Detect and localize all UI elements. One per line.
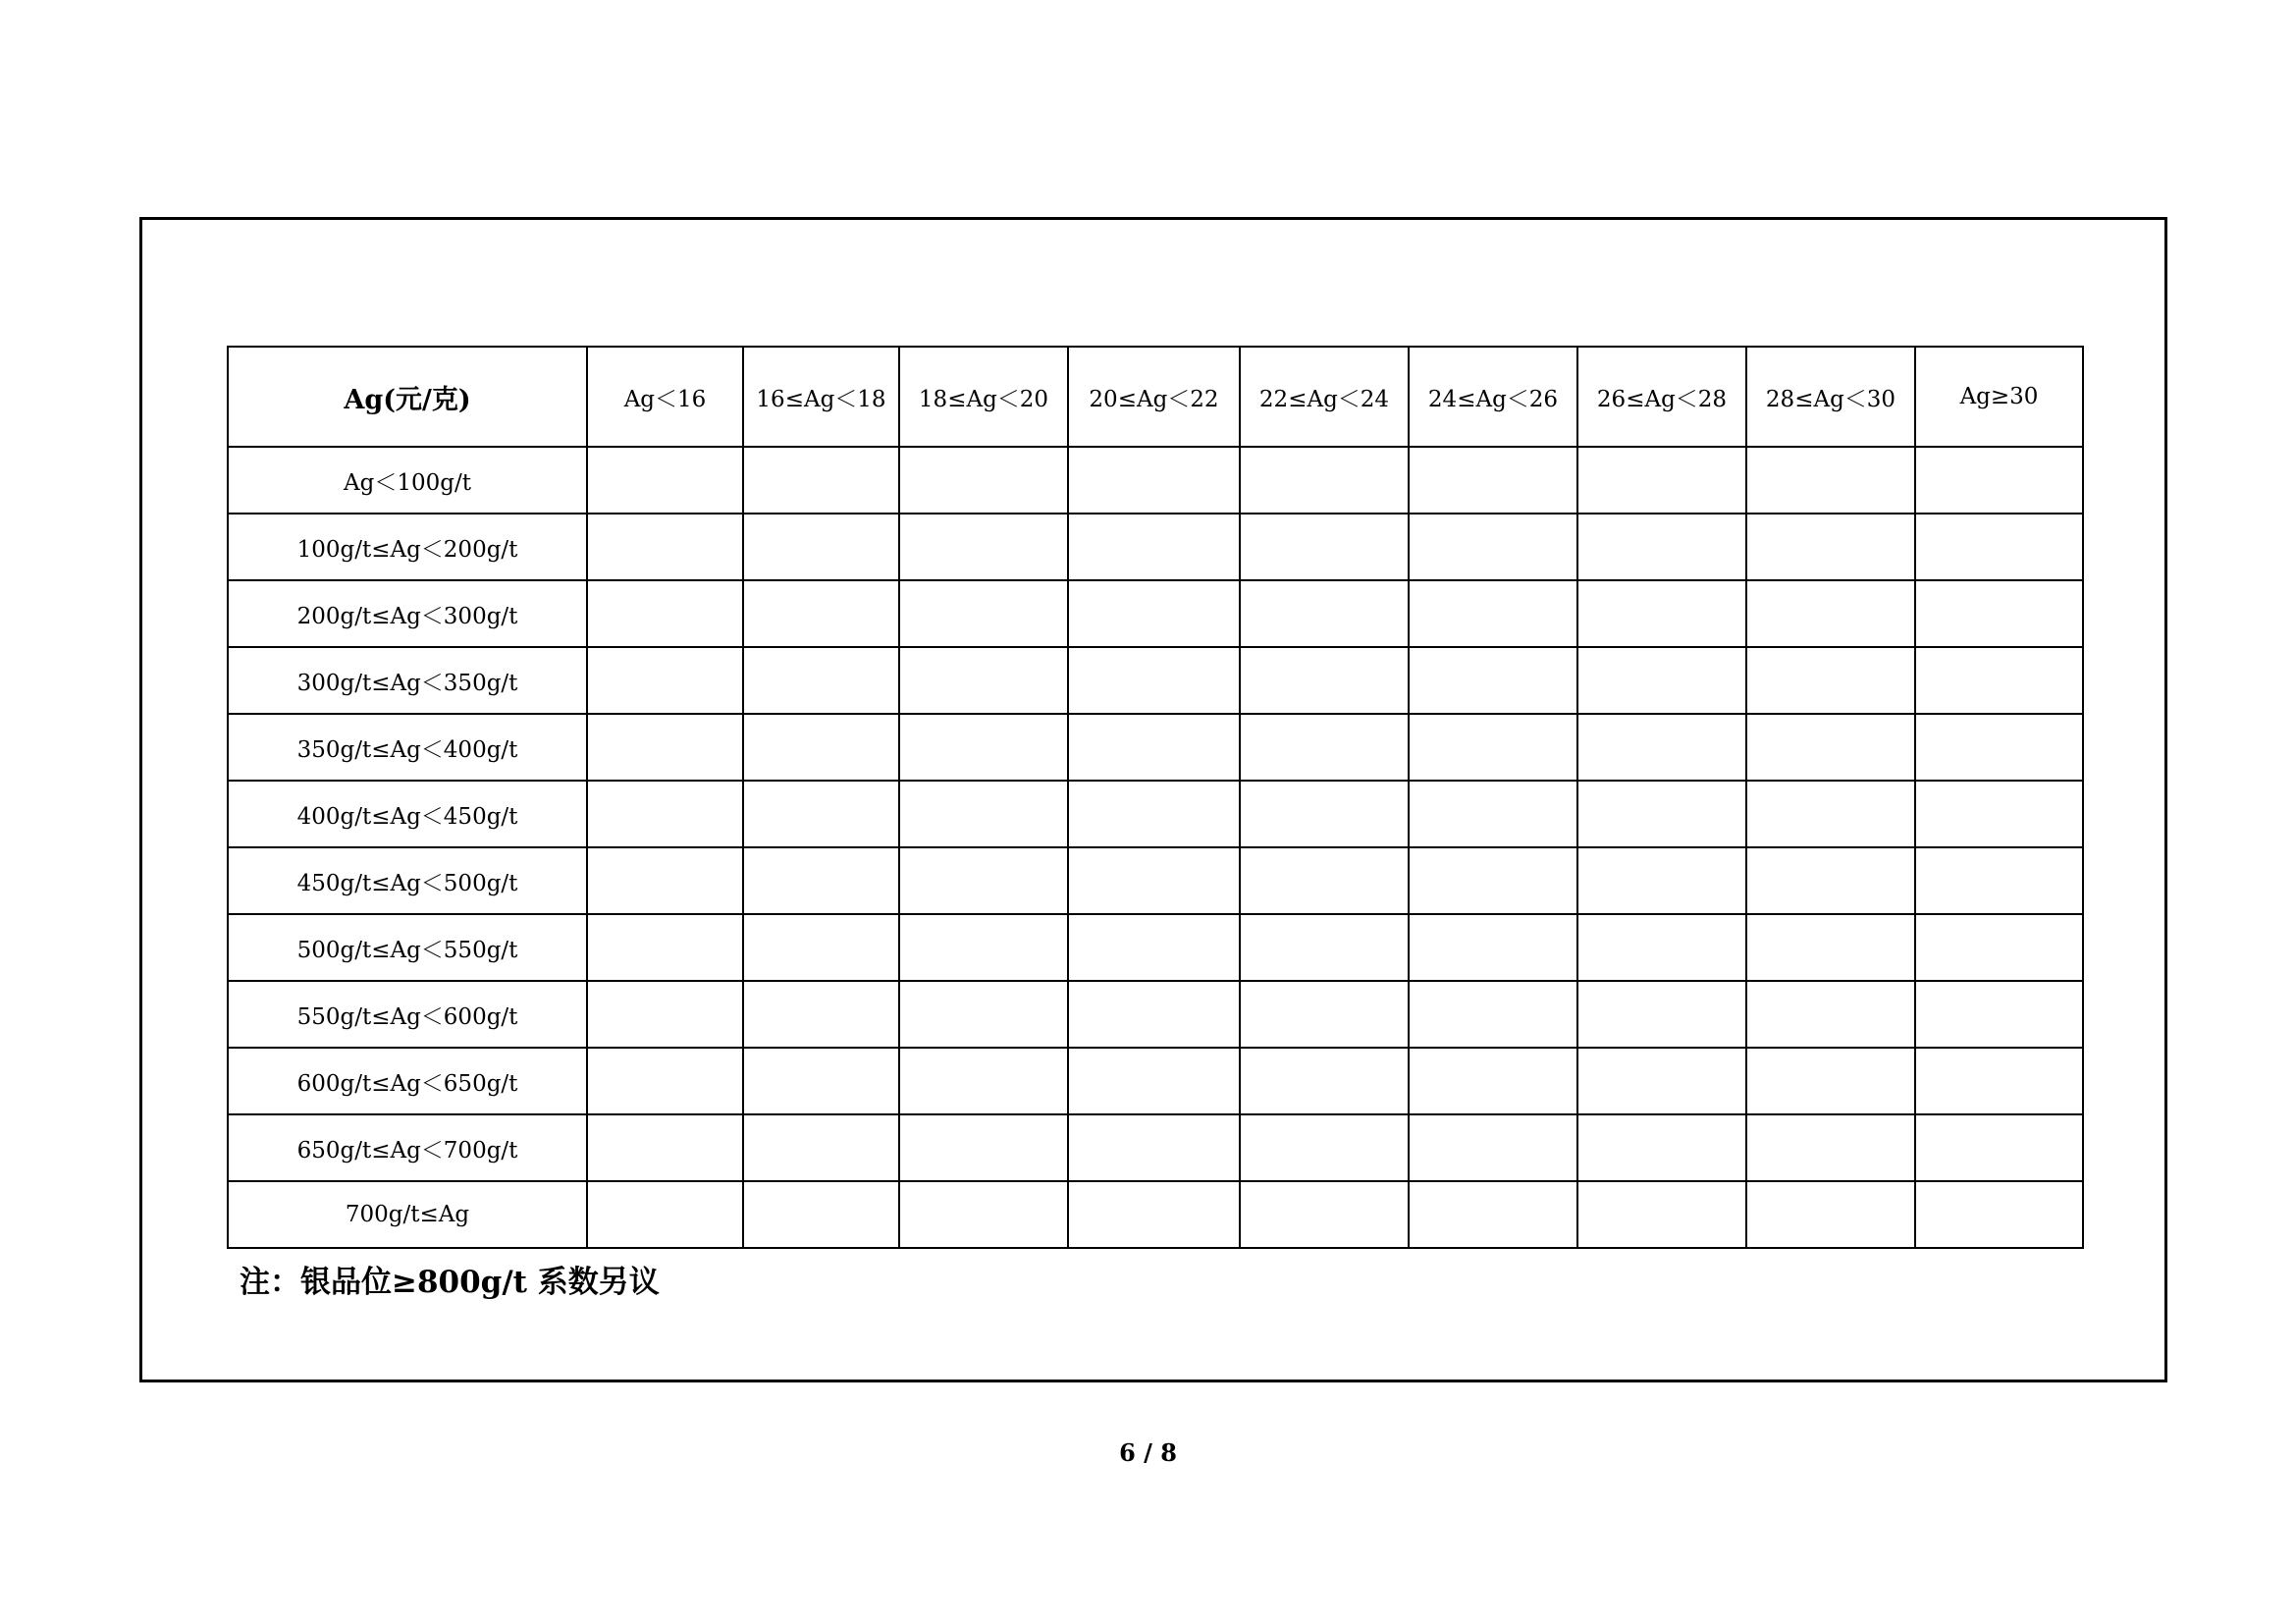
table-cell (1068, 847, 1240, 914)
table-cell (899, 714, 1068, 781)
table-cell (587, 981, 743, 1048)
table-row (228, 914, 2083, 981)
table-cell (1746, 514, 1915, 580)
table-cell (587, 847, 743, 914)
table-cell (1240, 847, 1409, 914)
table-cell (1409, 914, 1577, 981)
row-header: Ag＜100g/t (228, 447, 587, 514)
table-cell (1915, 514, 2083, 580)
table-header-row (228, 347, 2083, 447)
table-cell (1746, 1048, 1915, 1114)
column-header: 24≤Ag＜26 (1409, 347, 1577, 447)
table-cell (587, 647, 743, 714)
page-number: 6 / 8 (1119, 1438, 1177, 1467)
table-cell (1409, 981, 1577, 1048)
table-cell (587, 580, 743, 647)
table-cell (1915, 847, 2083, 914)
table-cell (1409, 1048, 1577, 1114)
table-cell (1409, 1181, 1577, 1248)
row-header: 350g/t≤Ag＜400g/t (228, 714, 587, 781)
table-row (228, 580, 2083, 647)
row-header: 500g/t≤Ag＜550g/t (228, 914, 587, 981)
table-cell (1068, 447, 1240, 514)
table-cell (899, 981, 1068, 1048)
table-cell (1746, 981, 1915, 1048)
column-header: Ag≥30 (1915, 347, 2083, 447)
table-cell (1577, 1181, 1746, 1248)
table-cell (1746, 847, 1915, 914)
table-cell (1068, 580, 1240, 647)
table-row (228, 714, 2083, 781)
table-cell (899, 781, 1068, 847)
table-cell (899, 447, 1068, 514)
column-header: 20≤Ag＜22 (1068, 347, 1240, 447)
table-cell (1240, 580, 1409, 647)
table-cell (743, 781, 899, 847)
table-row (228, 981, 2083, 1048)
table-row (228, 781, 2083, 847)
table-cell (587, 914, 743, 981)
table-cell (1240, 1114, 1409, 1181)
table-cell (899, 580, 1068, 647)
table-cell (1915, 1114, 2083, 1181)
column-header: 16≤Ag＜18 (743, 347, 899, 447)
table-cell (1068, 514, 1240, 580)
table-cell (1577, 714, 1746, 781)
table-cell (1240, 1048, 1409, 1114)
table-cell (1577, 447, 1746, 514)
table-row (228, 447, 2083, 514)
table-cell (899, 1181, 1068, 1248)
table-note: 注：银品位≥800g/t 系数另议 (240, 1265, 660, 1300)
table-cell (1746, 447, 1915, 514)
table-cell (1068, 981, 1240, 1048)
table-cell (743, 847, 899, 914)
table-cell (899, 847, 1068, 914)
table-cell (1915, 1181, 2083, 1248)
table-cell (1409, 580, 1577, 647)
table-cell (1409, 714, 1577, 781)
table-cell (743, 914, 899, 981)
table-cell (899, 1114, 1068, 1181)
table-row (228, 1181, 2083, 1248)
table-cell (1409, 781, 1577, 847)
table-cell (1577, 1114, 1746, 1181)
table-cell (1577, 580, 1746, 647)
table-cell (1240, 714, 1409, 781)
table-cell (1240, 447, 1409, 514)
table-cell (1746, 1181, 1915, 1248)
table-cell (1915, 1048, 2083, 1114)
table-cell (1746, 647, 1915, 714)
row-header: 450g/t≤Ag＜500g/t (228, 847, 587, 914)
table-cell (1068, 1181, 1240, 1248)
table-cell (1240, 981, 1409, 1048)
table-cell (1577, 1048, 1746, 1114)
table-cell (743, 1181, 899, 1248)
row-header: 300g/t≤Ag＜350g/t (228, 647, 587, 714)
table-cell (1915, 580, 2083, 647)
table-cell (1915, 914, 2083, 981)
table-cell (1409, 447, 1577, 514)
row-header: 550g/t≤Ag＜600g/t (228, 981, 587, 1048)
table-row (228, 847, 2083, 914)
table-body (228, 447, 2083, 1248)
table-cell (743, 714, 899, 781)
table-cell (1577, 781, 1746, 847)
table-cell (1240, 914, 1409, 981)
table-row (228, 1114, 2083, 1181)
column-header: 26≤Ag＜28 (1577, 347, 1746, 447)
table-cell (587, 1181, 743, 1248)
table-cell (587, 447, 743, 514)
table-cell (1746, 781, 1915, 847)
table-cell (899, 1048, 1068, 1114)
table-row (228, 1048, 2083, 1114)
table-cell (587, 1048, 743, 1114)
table-cell (1915, 647, 2083, 714)
row-header: 700g/t≤Ag (228, 1181, 587, 1248)
table-row (228, 514, 2083, 580)
table-cell (1240, 1181, 1409, 1248)
table-cell (1409, 514, 1577, 580)
table-cell (587, 714, 743, 781)
table-cell (1068, 647, 1240, 714)
corner-header: Ag(元/克) (228, 347, 587, 447)
table-cell (743, 647, 899, 714)
column-header: Ag＜16 (587, 347, 743, 447)
column-header: 28≤Ag＜30 (1746, 347, 1915, 447)
table-cell (743, 514, 899, 580)
table-cell (1577, 514, 1746, 580)
table-cell (899, 647, 1068, 714)
table-cell (1409, 847, 1577, 914)
row-header: 100g/t≤Ag＜200g/t (228, 514, 587, 580)
table-cell (587, 514, 743, 580)
table-cell (1746, 1114, 1915, 1181)
table-cell (743, 1114, 899, 1181)
table-cell (1409, 1114, 1577, 1181)
table-cell (1577, 647, 1746, 714)
table-cell (1068, 1048, 1240, 1114)
silver-grade-table (227, 346, 2084, 1249)
column-header: 22≤Ag＜24 (1240, 347, 1409, 447)
table-cell (1068, 1114, 1240, 1181)
row-header: 650g/t≤Ag＜700g/t (228, 1114, 587, 1181)
table-cell (1068, 714, 1240, 781)
row-header: 600g/t≤Ag＜650g/t (228, 1048, 587, 1114)
table-cell (743, 580, 899, 647)
table-cell (1746, 580, 1915, 647)
table-cell (1240, 781, 1409, 847)
table-cell (1915, 981, 2083, 1048)
table-cell (1915, 714, 2083, 781)
table-cell (1240, 647, 1409, 714)
table-cell (743, 1048, 899, 1114)
table-cell (1915, 447, 2083, 514)
table-cell (1240, 514, 1409, 580)
row-header: 200g/t≤Ag＜300g/t (228, 580, 587, 647)
table-cell (1746, 914, 1915, 981)
table-cell (1577, 914, 1746, 981)
row-header: 400g/t≤Ag＜450g/t (228, 781, 587, 847)
table-cell (743, 981, 899, 1048)
column-header: 18≤Ag＜20 (899, 347, 1068, 447)
table-cell (587, 1114, 743, 1181)
table-cell (587, 781, 743, 847)
table-cell (1746, 714, 1915, 781)
table-cell (743, 447, 899, 514)
table-cell (1577, 847, 1746, 914)
table-cell (1068, 914, 1240, 981)
table-cell (1068, 781, 1240, 847)
table-row (228, 647, 2083, 714)
table-cell (899, 514, 1068, 580)
table-cell (1577, 981, 1746, 1048)
table-cell (1409, 647, 1577, 714)
table-cell (899, 914, 1068, 981)
table-cell (1915, 781, 2083, 847)
